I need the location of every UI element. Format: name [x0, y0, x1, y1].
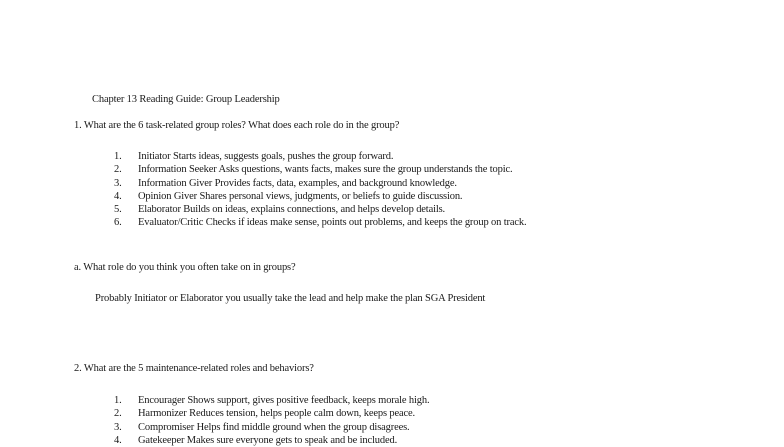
list-number: 6.	[114, 217, 122, 229]
list-number: 4.	[114, 434, 122, 446]
list-text: Harmonizer Reduces tension, helps people calm down, keeps peace.	[138, 408, 416, 420]
list-text: Compromiser Helps find middle ground when the group disagrees.	[138, 421, 410, 433]
list-number: 2.	[114, 408, 122, 420]
question-1: 1. What are the 6 task-related group roles? What does each role do in the group?	[74, 120, 400, 131]
list-text: Encourager Shows support, gives positive feedback, keeps morale high.	[138, 395, 430, 406]
list-text: Elaborator Builds on ideas, explains connections, and helps develop details.	[138, 204, 446, 216]
list-text: Information Giver Provides facts, data, examples, and background knowledge.	[138, 177, 457, 189]
list-number: 1.	[114, 395, 122, 406]
answer-1a: Probably Initiator or Elaborator you usually take the lead and help make the plan SGA President	[95, 293, 486, 304]
question-1a: a. What role do you think you often take on in groups?	[74, 262, 296, 273]
list-number: 3.	[114, 177, 122, 189]
question-2: 2. What are the 5 maintenance-related roles and behaviors?	[74, 363, 314, 374]
list-number: 3.	[114, 421, 122, 433]
list-number: 2.	[114, 164, 122, 176]
list-text: Gatekeeper Makes sure everyone gets to speak and be included.	[138, 434, 398, 446]
list-number: 1.	[114, 151, 122, 162]
list-text: Initiator Starts ideas, suggests goals, pushes the group forward.	[138, 151, 394, 162]
list-text: Evaluator/Critic Checks if ideas make sense, points out problems, and keeps the group on track.	[138, 217, 527, 229]
list-number: 4.	[114, 190, 122, 202]
document-title: Chapter 13 Reading Guide: Group Leadership	[92, 94, 280, 105]
list-number: 5.	[114, 204, 122, 216]
list-text: Information Seeker Asks questions, wants facts, makes sure the group understands the topic.	[138, 164, 513, 176]
list-text: Opinion Giver Shares personal views, judgments, or beliefs to guide discussion.	[138, 190, 463, 202]
